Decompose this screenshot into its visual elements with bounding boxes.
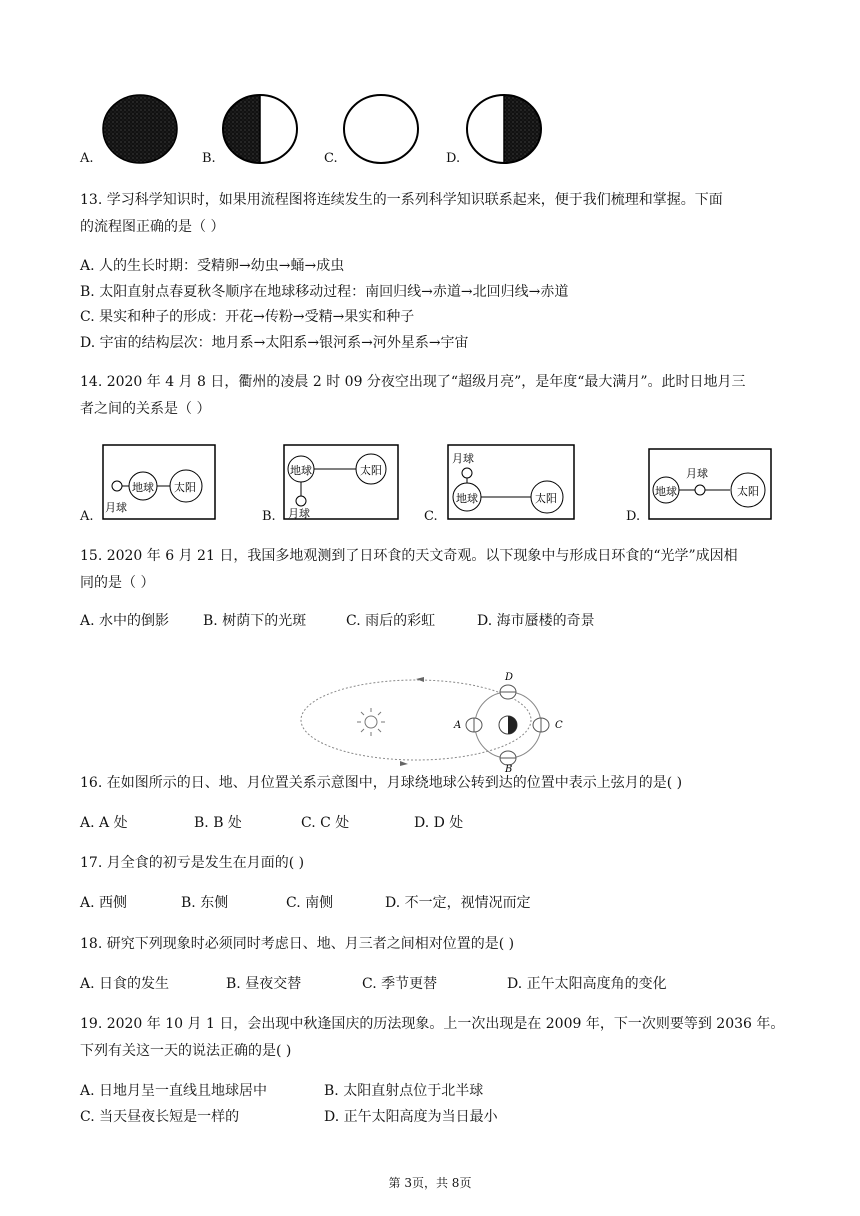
q14-a-sun-label: 太阳	[174, 481, 196, 494]
q14-option-c-diagram	[447, 444, 575, 524]
q12-option-b-image	[220, 93, 300, 169]
q14-c-earth-label: 地球	[456, 492, 478, 505]
q14-c-sun-label: 太阳	[535, 492, 557, 505]
q12-option-b-label: B.	[202, 151, 216, 166]
q14-a-moon-label: 月球	[105, 501, 127, 514]
q15-stem-line2: 同的是（ ）	[80, 575, 155, 591]
q13-option-a: A. 人的生长时期：受精卵→幼虫→蛹→成虫	[80, 258, 345, 274]
q17-stem: 17. 月全食的初亏是发生在月面的( )	[80, 855, 305, 871]
q15-stem-line1: 15. 2020 年 6 月 21 日，我国多地观测到了日环食的天文奇观。以下现象中与形成日环食的“光学”成因相	[80, 548, 738, 564]
sun-icon	[357, 708, 385, 736]
q14-stem-line1: 14. 2020 年 4 月 8 日，衢州的凌晨 2 时 09 分夜空出现了“超级月亮”，是年度“最大满月”。此时日地月三	[80, 374, 746, 390]
q14-option-d-label: D.	[626, 509, 641, 524]
orbit-label-b: B	[505, 764, 513, 772]
q14-b-sun-label: 太阳	[360, 464, 382, 477]
q19-stem-line1: 19. 2020 年 10 月 1 日，会出现中秋逢国庆的历法现象。上一次出现是在 2009 年，下一次则要等到 2036 年。	[80, 1016, 785, 1032]
q14-d-earth-label: 地球	[655, 485, 677, 498]
q15-option-b: B. 树荫下的光斑	[203, 613, 307, 629]
moon-position-c	[533, 718, 549, 732]
q14-option-b-label: B.	[262, 509, 276, 524]
q14-stem-line2: 者之间的关系是（ ）	[80, 401, 211, 417]
q12-option-d-label: D.	[446, 151, 461, 166]
q18-option-c: C. 季节更替	[362, 976, 438, 992]
moon-position-b	[500, 751, 516, 765]
q12-option-c-label: C.	[324, 151, 338, 166]
q16-stem: 16. 在如图所示的日、地、月位置关系示意图中，月球绕地球公转到达的位置中表示上弦月的是( )	[80, 775, 683, 791]
q13-option-b: B. 太阳直射点春夏秋冬顺序在地球移动过程：南回归线→赤道→北回归线→赤道	[80, 284, 569, 300]
q14-option-a-diagram	[102, 444, 216, 524]
q15-option-a: A. 水中的倒影	[80, 613, 170, 629]
q17-option-d: D. 不一定，视情况而定	[385, 895, 531, 911]
q19-option-b: B. 太阳直射点位于北半球	[324, 1083, 484, 1099]
q14-c-moon-label: 月球	[452, 452, 474, 465]
orbit-diagram	[296, 668, 566, 776]
q13-stem-line1: 13. 学习科学知识时，如果用流程图将连续发生的一系列科学知识联系起来，便于我们梳理和掌握。下面	[80, 192, 723, 208]
q12-option-c-image	[341, 93, 421, 169]
q18-option-b: B. 昼夜交替	[226, 976, 302, 992]
q18-option-a: A. 日食的发生	[80, 976, 170, 992]
q14-b-earth-label: 地球	[290, 464, 312, 477]
page-footer: 第 3页，共 8页	[388, 1176, 472, 1190]
q12-option-a-image	[100, 93, 180, 169]
q13-stem-line2: 的流程图正确的是（ ）	[80, 219, 225, 235]
q15-option-c: C. 雨后的彩虹	[346, 613, 436, 629]
q12-option-a-label: A.	[80, 151, 94, 166]
q15-option-d: D. 海市蜃楼的奇景	[477, 613, 595, 629]
q13-option-d: D. 宇宙的结构层次：地月系→太阳系→银河系→河外星系→宇宙	[80, 335, 469, 351]
q14-option-a-label: A.	[80, 509, 94, 524]
earth-icon	[499, 716, 517, 734]
q17-option-c: C. 南侧	[286, 895, 334, 911]
q14-option-d-diagram	[648, 448, 772, 524]
orbit-label-a: A	[454, 720, 462, 731]
q19-option-a: A. 日地月呈一直线且地球居中	[80, 1083, 268, 1099]
q19-stem-line2: 下列有关这一天的说法正确的是( )	[80, 1043, 292, 1059]
q14-b-moon-label: 月球	[288, 507, 310, 520]
q17-option-a: A. 西侧	[80, 895, 128, 911]
moon-position-d	[500, 685, 516, 699]
moon-position-a	[466, 718, 482, 732]
q16-option-a: A. A 处	[80, 815, 128, 831]
q14-d-sun-label: 太阳	[737, 485, 759, 498]
q17-option-b: B. 东侧	[181, 895, 229, 911]
q16-option-c: C. C 处	[301, 815, 350, 831]
orbit-label-c: C	[555, 720, 563, 731]
q18-stem: 18. 研究下列现象时必须同时考虑日、地、月三者之间相对位置的是( )	[80, 936, 515, 952]
q16-option-d: D. D 处	[414, 815, 464, 831]
q19-option-c: C. 当天昼夜长短是一样的	[80, 1109, 240, 1125]
q18-option-d: D. 正午太阳高度角的变化	[507, 976, 667, 992]
q14-a-earth-label: 地球	[132, 481, 154, 494]
q14-d-moon-label: 月球	[686, 467, 708, 480]
orbit-label-d: D	[505, 672, 514, 683]
q14-option-c-label: C.	[424, 509, 438, 524]
q19-option-d: D. 正午太阳高度为当日最小	[324, 1109, 498, 1125]
q16-option-b: B. B 处	[194, 815, 242, 831]
q14-option-b-diagram	[283, 444, 399, 524]
q12-option-d-image	[464, 93, 544, 169]
q13-option-c: C. 果实和种子的形成：开花→传粉→受精→果实和种子	[80, 309, 415, 325]
